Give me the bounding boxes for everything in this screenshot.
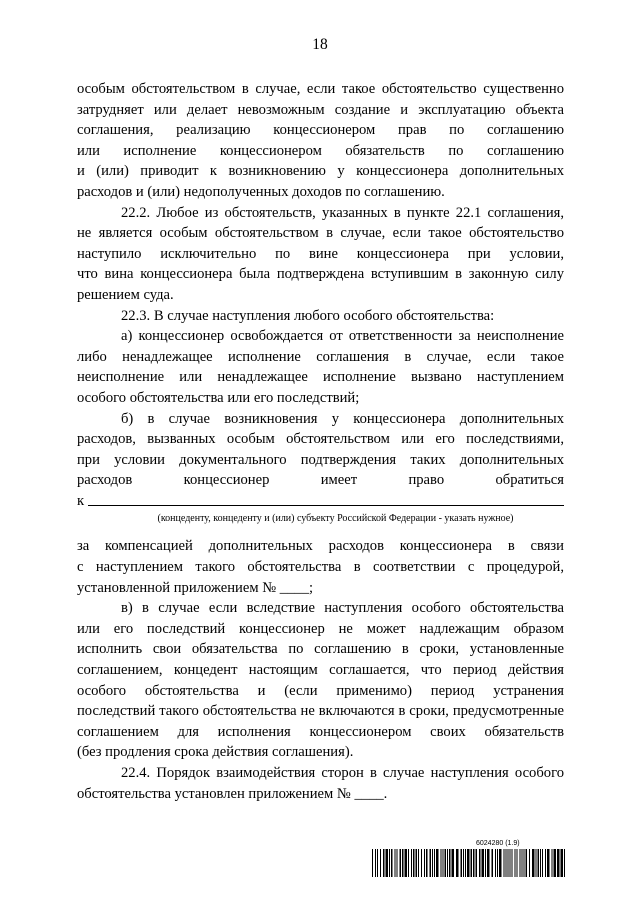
barcode-bar — [413, 849, 415, 877]
barcode-bar — [545, 849, 546, 877]
text-line: что вина концессионера была подтверждена вступившим в законную силу — [77, 266, 564, 283]
barcode-bar — [452, 849, 455, 877]
barcode-bar — [479, 849, 481, 877]
barcode-bar — [391, 849, 393, 877]
text-line: последствий такого обстоятельства не включаются в сроки, предусмотренные — [77, 703, 564, 720]
text-line: особого обстоятельства или его последствий; — [77, 389, 360, 406]
barcode-bar — [542, 849, 543, 877]
barcode-bar — [386, 849, 389, 877]
barcode-bar — [416, 849, 418, 877]
paragraph-22-2 — [77, 203, 564, 306]
barcode-bar — [532, 849, 535, 877]
text-line: наступило исключительно по вине концессионера при условии, — [77, 245, 564, 262]
barcode-bar — [512, 849, 513, 877]
text-line: или исполнение концессионером обязательств по соглашению — [77, 142, 564, 159]
barcode-bar — [400, 849, 402, 877]
barcode-bar — [434, 849, 435, 877]
barcode-bar — [424, 849, 425, 877]
barcode-bar — [395, 849, 396, 877]
k-prefix: к — [77, 492, 85, 509]
page-number: 18 — [312, 36, 328, 53]
barcode-bar — [402, 849, 404, 877]
barcode-bar — [383, 849, 385, 877]
barcode-bar — [411, 849, 412, 877]
barcode-bar — [408, 849, 409, 877]
barcode-bars — [372, 849, 568, 877]
barcode-bar — [524, 849, 525, 877]
paragraph-item-b — [77, 409, 564, 526]
text-line: а) концессионер освобождается от ответственности за неисполнение — [121, 328, 564, 345]
barcode-bar — [397, 849, 398, 877]
paragraph-item-a — [77, 326, 564, 408]
barcode-bar — [554, 849, 557, 877]
barcode-bar — [473, 849, 475, 877]
barcode-bar — [492, 849, 494, 877]
document-body — [77, 79, 564, 804]
text-line: 22.2. Любое из обстоятельств, указанных в пункте 22.1 соглашения, — [121, 204, 564, 221]
barcode-bar — [482, 849, 485, 877]
barcode-bar — [515, 849, 516, 877]
barcode-bar — [441, 849, 442, 877]
barcode-bar — [487, 849, 490, 877]
barcode-bar — [447, 849, 448, 877]
barcode-bar — [504, 849, 505, 877]
barcode-bar — [540, 849, 541, 877]
barcode-bar — [520, 849, 521, 877]
barcode-bar — [497, 849, 498, 877]
paragraph-22-3: 22.3. В случае наступления любого особого обстоятельства: — [121, 307, 495, 324]
paragraph-22-4 — [77, 763, 564, 804]
text-line: б) в случае возникновения у концессионера дополнительных — [121, 410, 564, 427]
barcode-bar — [449, 849, 451, 877]
barcode-bar — [430, 849, 432, 877]
barcode-bar — [426, 849, 428, 877]
barcode-bar — [456, 849, 459, 877]
text-line: 22.4. Порядок взаимодействия сторон в случае наступления особого — [121, 765, 564, 781]
barcode-bar — [443, 849, 444, 877]
text-line: не является особым обстоятельством в случае, если такое обстоятельство — [77, 225, 564, 242]
barcode-bar — [485, 849, 486, 877]
barcode-bar — [436, 849, 439, 877]
text-line: за компенсацией дополнительных расходов концессионера в связи — [77, 538, 564, 555]
barcode-bar — [547, 849, 550, 877]
blank-underline — [88, 491, 564, 506]
text-line: с наступлением такого обстоятельства в соответствии с процедурой, — [77, 559, 564, 576]
text-line: особым обстоятельством в случае, если такое обстоятельство существенно — [77, 81, 564, 97]
barcode-bar — [506, 849, 507, 877]
text-line: особого обстоятельства и (если применимо) период устранения — [77, 682, 564, 699]
barcode-bar — [377, 849, 378, 877]
barcode-bar — [465, 849, 466, 877]
paragraph-item-b-continued — [77, 536, 564, 598]
barcode — [372, 840, 568, 880]
text-line: расходов и (или) недополученных доходов по соглашению. — [77, 183, 445, 200]
text-line: расходов, вызванных особым обстоятельством или его последствиями, — [77, 431, 564, 448]
text-line: (без продления срока действия соглашения). — [77, 744, 354, 761]
text-line: либо ненадлежащее исполнение соглашения в случае, если такое — [77, 348, 564, 365]
paragraph-item-v — [77, 598, 564, 763]
text-line: или его последствий концессионер не может надлежащим образом — [77, 620, 564, 637]
barcode-bar — [389, 849, 390, 877]
text-line: в) в случае если вследствие наступления особого обстоятельства — [121, 600, 564, 617]
barcode-bar — [432, 849, 433, 877]
paragraph-1 — [77, 79, 564, 203]
barcode-bar — [445, 849, 447, 877]
barcode-bar — [421, 849, 422, 877]
barcode-bar — [463, 849, 464, 877]
barcode-bar — [517, 849, 518, 877]
barcode-bar — [467, 849, 470, 877]
barcode-bar — [557, 849, 560, 877]
barcode-bar — [508, 849, 509, 877]
barcode-bar — [538, 849, 540, 877]
barcode-bar — [510, 849, 511, 877]
barcode-bar — [526, 849, 528, 877]
text-line: соглашения, реализацию концессионером прав по соглашению — [77, 122, 564, 139]
barcode-bar — [461, 849, 463, 877]
barcode-bar — [529, 849, 530, 877]
text-line: исполнить свои обязательства по соглашению в сроки, установленные — [77, 641, 564, 658]
text-line: затрудняет или делает невозможным создание и эксплуатацию объекта — [77, 101, 564, 118]
text-line: установленной приложением № ____; — [77, 579, 314, 596]
barcode-bar — [476, 849, 478, 877]
barcode-bar — [522, 849, 523, 877]
text-line: неисполнение или ненадлежащее исполнение вызвано наступлением — [77, 369, 564, 386]
fill-in-caption: (концеденту, концеденту и (или) субъекту Российской Федерации - указать нужное) — [157, 513, 514, 525]
barcode-text: 6024280 (1.9) — [476, 840, 520, 847]
barcode-bar — [372, 849, 373, 877]
barcode-bar — [499, 849, 502, 877]
text-line: и (или) приводит к возникновению у концессионера дополнительных — [77, 163, 564, 180]
barcode-bar — [561, 849, 564, 877]
fill-in-line — [77, 491, 564, 512]
barcode-bar — [375, 849, 376, 877]
barcode-bar — [552, 849, 553, 877]
text-line: при условии документального подтверждения таких дополнительных — [77, 451, 564, 468]
barcode-bar — [471, 849, 473, 877]
text-line: соглашением, концедент настоящим соглашается, что период действия — [77, 662, 564, 679]
barcode-bar — [564, 849, 565, 877]
barcode-bar — [495, 849, 496, 877]
text-line: соглашением для исполнения концессионером своих обязательств — [77, 723, 564, 740]
barcode-bar — [380, 849, 381, 877]
text-line: обстоятельства установлен приложением № ____. — [77, 785, 388, 802]
barcode-bar — [536, 849, 537, 877]
barcode-bar — [405, 849, 408, 877]
text-line: расходов концессионер имеет право обратиться — [77, 472, 564, 489]
text-line: решением суда. — [77, 286, 174, 303]
barcode-bar — [418, 849, 419, 877]
